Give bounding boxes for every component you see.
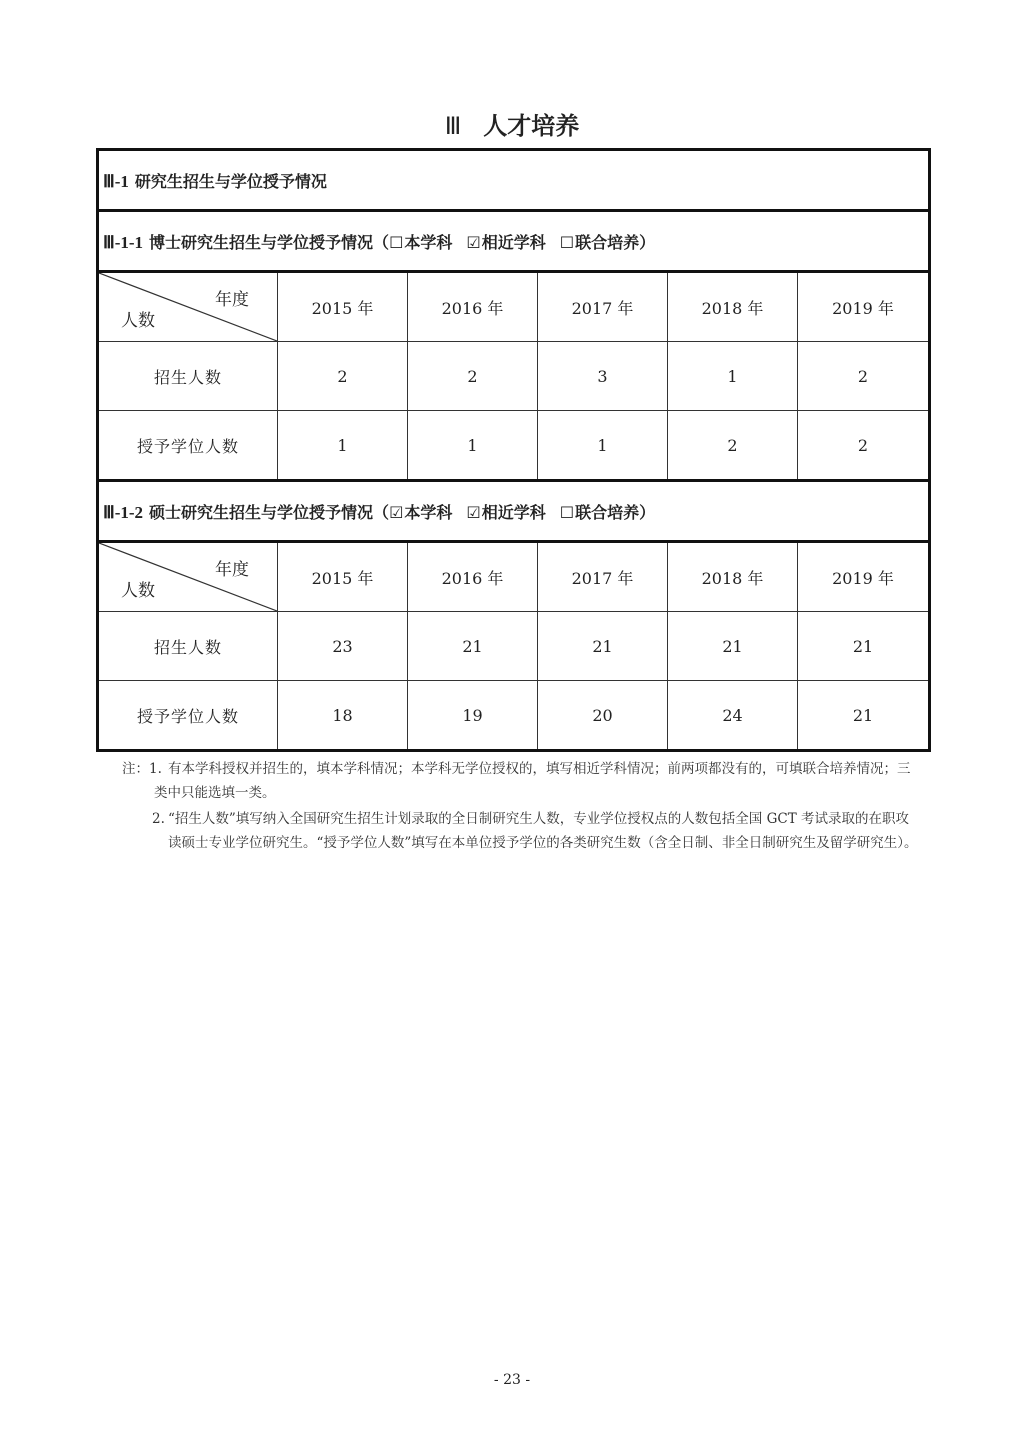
master-degree-row: [98, 681, 930, 751]
section-code: Ⅲ-1: [103, 171, 129, 191]
table-cell: 2: [798, 342, 930, 411]
year-header: 2015 年: [278, 542, 408, 612]
section-heading-master: Ⅲ-1-2 硕士研究生招生与学位授予情况（☑本学科 ☑相近学科 ☐联合培养）: [98, 481, 930, 542]
row-label: 授予学位人数: [98, 411, 278, 481]
master-option-2: ☑相近学科: [466, 502, 546, 522]
table-cell: 2: [798, 411, 930, 481]
table-cell: 21: [798, 681, 930, 751]
master-option-1: ☑本学科: [389, 502, 453, 522]
checkbox-icon: ☐: [389, 232, 404, 252]
note-1: [122, 757, 922, 805]
doctoral-option-3: ☐联合培养: [559, 232, 640, 252]
table-cell: 18: [278, 681, 408, 751]
note-2: [122, 807, 922, 855]
year-header: 2018 年: [668, 272, 798, 342]
count-label: 人数: [121, 311, 155, 331]
table-cell: 21: [668, 612, 798, 681]
doctoral-option-2: ☑相近学科: [466, 232, 546, 252]
table-cell: 3: [538, 342, 668, 411]
count-label: 人数: [121, 581, 155, 601]
year-header: 2016 年: [408, 542, 538, 612]
table-cell: 24: [668, 681, 798, 751]
year-label: 年度: [215, 560, 249, 580]
row-label: 授予学位人数: [98, 681, 278, 751]
table-cell: 1: [668, 342, 798, 411]
table-cell: 19: [408, 681, 538, 751]
table-cell: 2: [668, 411, 798, 481]
doctoral-option-1: ☐本学科: [389, 232, 453, 252]
table-cell: 2: [278, 342, 408, 411]
year-header: 2019 年: [798, 272, 930, 342]
doctoral-enroll-row: [98, 342, 930, 411]
year-header: 2016 年: [408, 272, 538, 342]
note-2-number: 2.: [152, 811, 165, 827]
table-cell: 21: [798, 612, 930, 681]
doctoral-header-row: [98, 272, 930, 342]
doctoral-degree-row: [98, 411, 930, 481]
talent-table: [96, 148, 931, 752]
section-heading-1: [98, 150, 930, 211]
diagonal-header-cell: [98, 542, 278, 612]
table-cell: 1: [408, 411, 538, 481]
doctoral-code: Ⅲ-1-1: [103, 232, 144, 252]
diagonal-header-cell: [98, 272, 278, 342]
note-2-text: “招生人数”填写纳入全国研究生招生计划录取的全日制研究生人数，专业学位授权点的人数包括全国 GCT 考试录取的在职攻读硕士专业学位研究生。“授予学位人数”填写在本单位授予学位的各类研究生数（含全日制、非全日制研究生及留学研究生）。: [168, 811, 918, 851]
page-title-text: 人才培养: [483, 112, 580, 140]
table-cell: 1: [278, 411, 408, 481]
doctoral-title: 博士研究生招生与学位授予情况（: [149, 232, 390, 252]
note-lead: 注：1.: [122, 761, 162, 777]
master-code: Ⅲ-1-2: [103, 502, 144, 522]
table-cell: 2: [408, 342, 538, 411]
note-1-text: 有本学科授权并招生的，填本学科情况；本学科无学位授权的，填写相近学科情况；前两项都没有的，可填联合培养情况；三类中只能选填一类。: [154, 761, 911, 801]
checked-box-icon: ☑: [389, 502, 404, 522]
table-cell: 21: [538, 612, 668, 681]
year-header: 2019 年: [798, 542, 930, 612]
section-title: 研究生招生与学位授予情况: [134, 171, 327, 191]
table-cell: 20: [538, 681, 668, 751]
master-enroll-row: [98, 612, 930, 681]
year-header: 2017 年: [538, 542, 668, 612]
checked-box-icon: ☑: [466, 502, 481, 522]
table-cell: 21: [408, 612, 538, 681]
row-label: 招生人数: [98, 342, 278, 411]
table-cell: 23: [278, 612, 408, 681]
master-header-row: [98, 542, 930, 612]
year-header: 2015 年: [278, 272, 408, 342]
page-title-roman: Ⅲ: [444, 114, 462, 140]
table-cell: 1: [538, 411, 668, 481]
row-label: 招生人数: [98, 612, 278, 681]
checkbox-icon: ☐: [559, 232, 575, 252]
page-title: [0, 106, 1024, 141]
year-header: 2018 年: [668, 542, 798, 612]
master-title: 硕士研究生招生与学位授予情况（: [149, 502, 390, 522]
page-number: - 23 -: [493, 1372, 531, 1388]
year-header: 2017 年: [538, 272, 668, 342]
notes: [122, 757, 922, 855]
master-option-3: ☐联合培养: [559, 502, 640, 522]
checked-box-icon: ☑: [466, 232, 481, 252]
checkbox-icon: ☐: [559, 502, 575, 522]
section-heading-doctoral: Ⅲ-1-1 博士研究生招生与学位授予情况（☐本学科 ☑相近学科 ☐联合培养）: [98, 211, 930, 272]
year-label: 年度: [215, 290, 249, 310]
